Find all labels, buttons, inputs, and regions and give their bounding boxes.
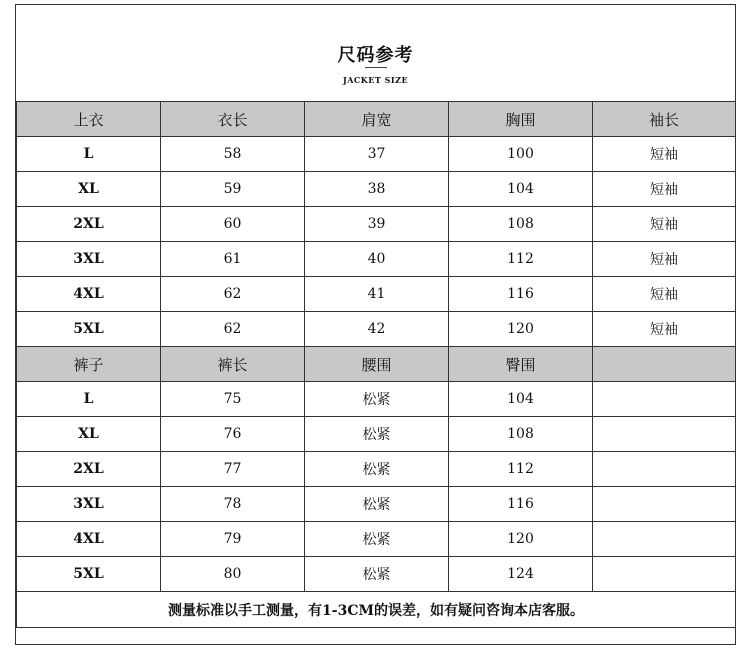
value-cell: 短袖	[593, 172, 736, 207]
value-cell: 62	[161, 312, 305, 347]
value-cell: 松紧	[305, 557, 449, 592]
value-cell: 松紧	[305, 382, 449, 417]
value-cell	[593, 487, 736, 522]
value-cell: 短袖	[593, 312, 736, 347]
size-cell: 3XL	[17, 242, 161, 277]
value-cell: 37	[305, 137, 449, 172]
column-header: 上衣	[17, 102, 161, 137]
chart-title: 尺码参考	[337, 45, 414, 66]
column-header: 裤子	[17, 347, 161, 382]
column-header: 裤长	[161, 347, 305, 382]
size-cell: L	[17, 382, 161, 417]
column-header: 袖长	[593, 102, 736, 137]
table-row	[17, 452, 736, 487]
value-cell: 40	[305, 242, 449, 277]
value-cell: 116	[449, 487, 593, 522]
value-cell: 松紧	[305, 417, 449, 452]
column-header: 臀围	[449, 347, 593, 382]
size-cell: 5XL	[17, 557, 161, 592]
value-cell	[593, 557, 736, 592]
table-row	[17, 207, 736, 242]
value-cell: 104	[449, 382, 593, 417]
value-cell: 39	[305, 207, 449, 242]
table-row	[17, 522, 736, 557]
table-row	[17, 137, 736, 172]
value-cell: 75	[161, 382, 305, 417]
value-cell: 42	[305, 312, 449, 347]
value-cell: 108	[449, 207, 593, 242]
table-row	[17, 172, 736, 207]
value-cell: 100	[449, 137, 593, 172]
table-row	[17, 277, 736, 312]
value-cell: 38	[305, 172, 449, 207]
jacket-header-row	[17, 102, 736, 137]
value-cell: 60	[161, 207, 305, 242]
value-cell	[593, 522, 736, 557]
table-row	[17, 557, 736, 592]
value-cell: 松紧	[305, 452, 449, 487]
size-cell: XL	[17, 417, 161, 452]
table-row	[17, 417, 736, 452]
value-cell: 短袖	[593, 137, 736, 172]
table-row	[17, 242, 736, 277]
value-cell: 120	[449, 312, 593, 347]
value-cell: 短袖	[593, 242, 736, 277]
value-cell: 116	[449, 277, 593, 312]
value-cell: 80	[161, 557, 305, 592]
size-cell: 4XL	[17, 522, 161, 557]
value-cell: 61	[161, 242, 305, 277]
chart-header	[16, 5, 735, 101]
size-cell: 2XL	[17, 207, 161, 242]
column-header: 衣长	[161, 102, 305, 137]
size-chart	[15, 4, 736, 645]
column-header: 肩宽	[305, 102, 449, 137]
pants-header-row	[17, 347, 736, 382]
value-cell: 108	[449, 417, 593, 452]
value-cell: 76	[161, 417, 305, 452]
value-cell: 松紧	[305, 522, 449, 557]
title-divider	[365, 67, 387, 68]
value-cell: 41	[305, 277, 449, 312]
table-row	[17, 487, 736, 522]
size-cell: XL	[17, 172, 161, 207]
value-cell: 62	[161, 277, 305, 312]
value-cell: 79	[161, 522, 305, 557]
value-cell: 59	[161, 172, 305, 207]
value-cell: 78	[161, 487, 305, 522]
measurement-note: 测量标准以手工测量，有1-3CM的误差，如有疑问咨询本店客服。	[17, 592, 736, 628]
size-table	[16, 101, 736, 628]
table-row	[17, 312, 736, 347]
size-cell: 3XL	[17, 487, 161, 522]
value-cell: 短袖	[593, 207, 736, 242]
value-cell	[593, 417, 736, 452]
value-cell: 松紧	[305, 487, 449, 522]
value-cell	[593, 452, 736, 487]
footer-row	[17, 592, 736, 628]
value-cell: 120	[449, 522, 593, 557]
column-header	[593, 347, 736, 382]
column-header: 胸围	[449, 102, 593, 137]
value-cell: 112	[449, 242, 593, 277]
value-cell: 112	[449, 452, 593, 487]
value-cell: 104	[449, 172, 593, 207]
chart-subtitle: JACKET SIZE	[342, 75, 409, 85]
size-cell: 2XL	[17, 452, 161, 487]
size-cell: 4XL	[17, 277, 161, 312]
value-cell: 77	[161, 452, 305, 487]
table-row	[17, 382, 736, 417]
value-cell: 58	[161, 137, 305, 172]
value-cell	[593, 382, 736, 417]
size-cell: L	[17, 137, 161, 172]
column-header: 腰围	[305, 347, 449, 382]
size-cell: 5XL	[17, 312, 161, 347]
value-cell: 短袖	[593, 277, 736, 312]
value-cell: 124	[449, 557, 593, 592]
